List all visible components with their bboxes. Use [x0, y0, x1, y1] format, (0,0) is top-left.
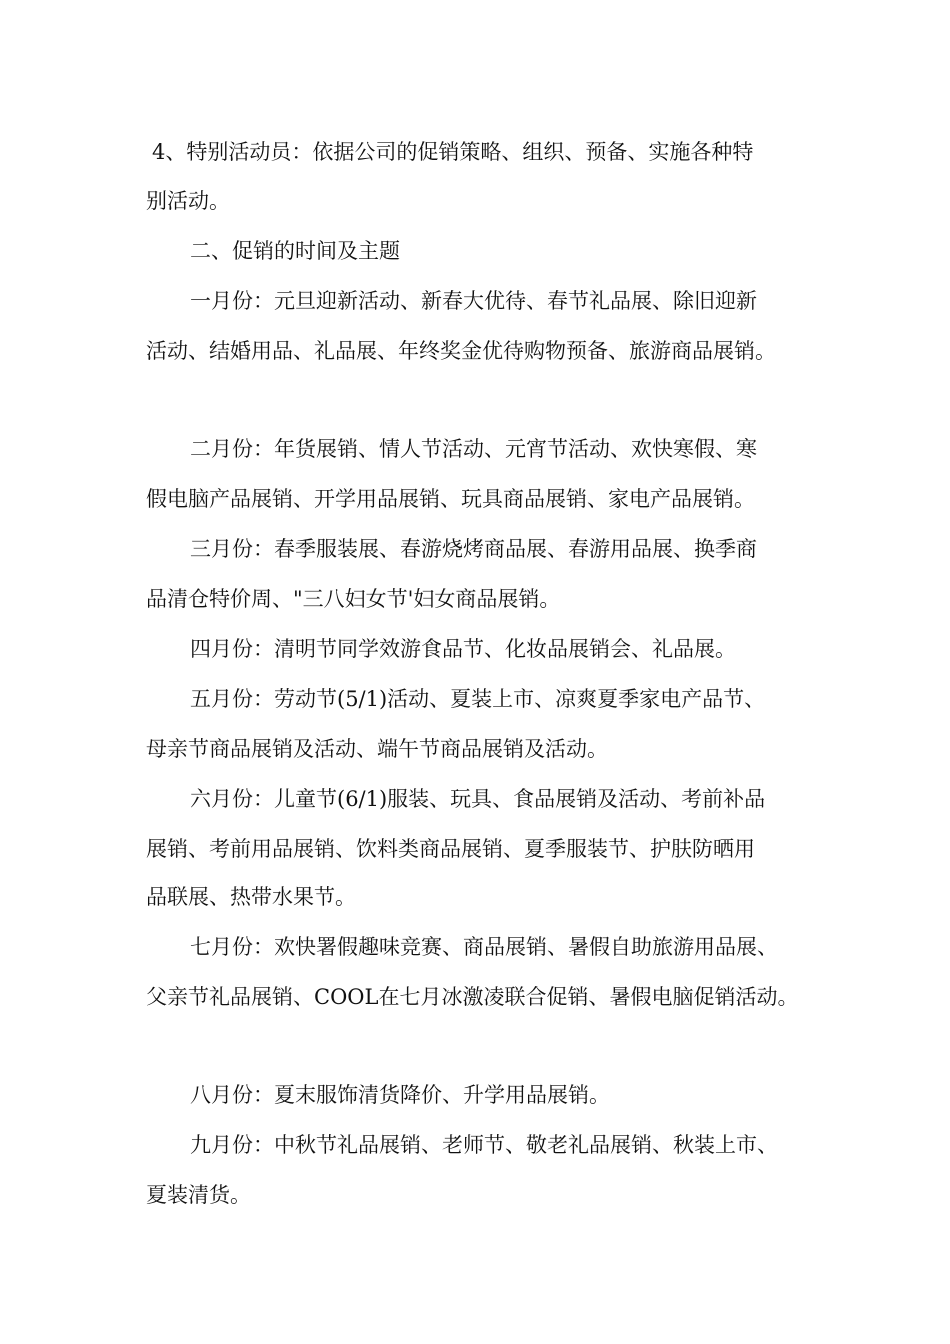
text-line: 品清仓特价周、"三八妇女节'妇女商品展销。	[146, 587, 561, 611]
text-line: 九月份：中秋节礼品展销、老师节、敬老礼品展销、秋装上市、	[190, 1133, 778, 1157]
text-line: 别活动。	[146, 189, 230, 213]
text-line: 一月份：元旦迎新活动、新春大优待、春节礼品展、除旧迎新	[190, 289, 757, 313]
text-line: 品联展、热带水果节。	[146, 885, 356, 909]
text-line: 活动、结婚用品、礼品展、年终奖金优待购物预备、旅游商品展销。	[146, 339, 776, 363]
text-line: 四月份：清明节同学效游食品节、化妆品展销会、礼品展。	[190, 637, 736, 661]
text-line: 六月份：儿童节(6/1)服装、玩具、食品展销及活动、考前补品	[190, 787, 766, 811]
text-line: 夏装清货。	[146, 1183, 251, 1207]
text-line: 假电脑产品展销、开学用品展销、玩具商品展销、家电产品展销。	[146, 487, 755, 511]
text-line: 五月份：劳动节(5/1)活动、夏装上市、凉爽夏季家电产品节、	[190, 687, 766, 711]
text-line: 母亲节商品展销及活动、端午节商品展销及活动。	[146, 737, 608, 761]
text-line: 三月份：春季服装展、春游烧烤商品展、春游用品展、换季商	[190, 537, 757, 561]
text-line: 4、特别活动员：依据公司的促销策略、组织、预备、实施各种特	[152, 140, 754, 164]
text-line: 父亲节礼品展销、COOL在七月冰激凌联合促销、暑假电脑促销活动。	[146, 985, 799, 1009]
text-line: 二月份：年货展销、情人节活动、元宵节活动、欢快寒假、寒	[190, 437, 757, 461]
text-line: 七月份：欢快署假趣味竞赛、商品展销、暑假自助旅游用品展、	[190, 935, 778, 959]
text-line: 八月份：夏末服饰清货降价、升学用品展销。	[190, 1083, 610, 1107]
section-heading: 二、促销的时间及主题	[190, 239, 400, 263]
text-line: 展销、考前用品展销、饮料类商品展销、夏季服装节、护肤防晒用	[146, 837, 755, 861]
